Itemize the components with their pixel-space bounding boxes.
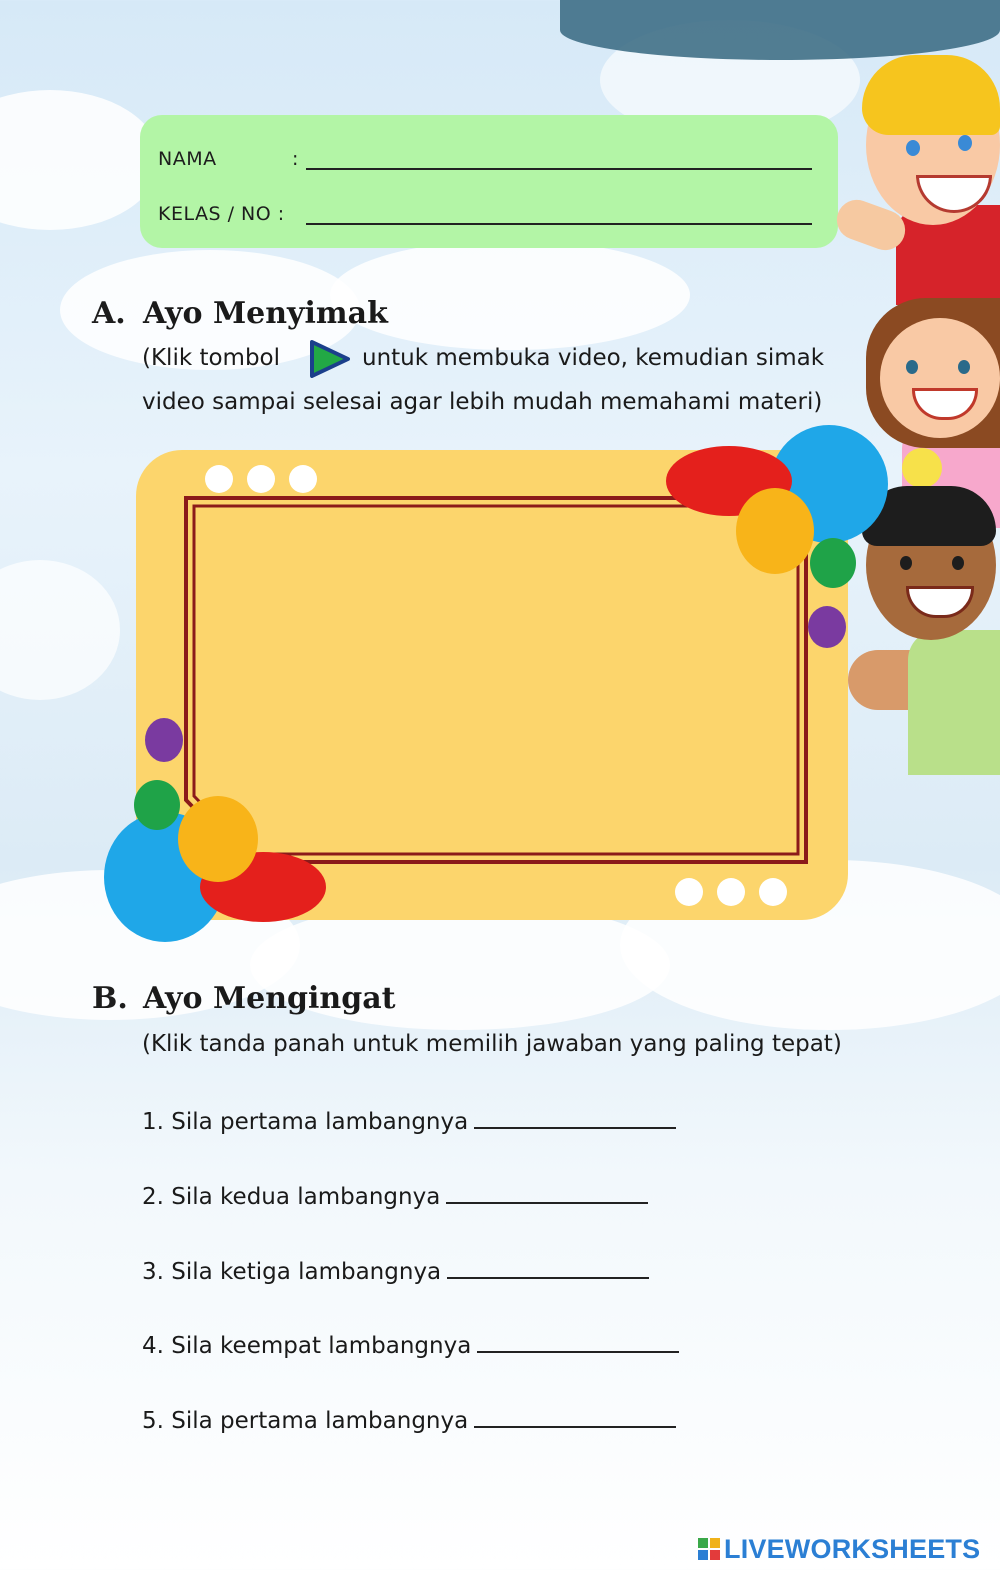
decor-dot xyxy=(675,878,703,906)
section-a-instr-1: (Klik tombol xyxy=(142,345,281,371)
question-text: 4. Sila keempat lambangnya xyxy=(142,1333,472,1359)
answer-dropdown-1[interactable] xyxy=(474,1105,676,1129)
kid-illustration-1 xyxy=(836,55,1000,305)
cloud xyxy=(330,240,690,350)
nama-label: NAMA xyxy=(158,148,217,170)
liveworksheets-logo xyxy=(698,1534,994,1564)
question-4 xyxy=(142,1329,679,1359)
decor-dot xyxy=(717,878,745,906)
cloud xyxy=(0,90,160,230)
section-a-letter: A. xyxy=(92,296,126,331)
decor-circle-green xyxy=(810,538,856,588)
answer-dropdown-4[interactable] xyxy=(477,1329,679,1353)
section-a-instr-3: video sampai selesai agar lebih mudah memahami materi) xyxy=(142,389,823,415)
question-text: 3. Sila ketiga lambangnya xyxy=(142,1259,442,1285)
dark-cloud-top xyxy=(560,0,1000,60)
logo-icon xyxy=(698,1538,720,1560)
decor-circle-green xyxy=(134,780,180,830)
section-b-instr: (Klik tanda panah untuk memilih jawaban yang paling tepat) xyxy=(142,1031,842,1057)
section-b-letter: B. xyxy=(92,981,128,1016)
section-b-title: Ayo Mengingat xyxy=(143,981,396,1016)
decor-circle-orange xyxy=(736,488,814,574)
decor-dot xyxy=(289,465,317,493)
play-icon[interactable] xyxy=(308,340,350,378)
nama-input[interactable] xyxy=(306,168,812,170)
question-3 xyxy=(142,1255,649,1285)
answer-dropdown-2[interactable] xyxy=(446,1180,648,1204)
brand-text: LIVEWORKSHEETS xyxy=(724,1533,981,1564)
section-a-instr-2: untuk membuka video, kemudian simak xyxy=(362,345,825,371)
question-2 xyxy=(142,1180,648,1210)
answer-dropdown-3[interactable] xyxy=(447,1255,649,1279)
decor-dot xyxy=(247,465,275,493)
question-text: 1. Sila pertama lambangnya xyxy=(142,1109,469,1135)
decor-circle-purple xyxy=(145,718,183,762)
question-text: 2. Sila kedua lambangnya xyxy=(142,1184,441,1210)
decor-circle-orange xyxy=(178,796,258,882)
answer-dropdown-5[interactable] xyxy=(474,1404,676,1428)
nama-colon: : xyxy=(292,148,299,170)
question-5 xyxy=(142,1404,676,1434)
question-text: 5. Sila pertama lambangnya xyxy=(142,1408,469,1434)
student-info-box xyxy=(140,115,838,248)
decor-dot xyxy=(759,878,787,906)
decor-circle-purple xyxy=(808,606,846,648)
section-a-title: Ayo Menyimak xyxy=(143,296,388,331)
kelas-input[interactable] xyxy=(306,223,812,225)
cloud xyxy=(0,560,120,700)
decor-dot xyxy=(205,465,233,493)
question-1 xyxy=(142,1105,676,1135)
kelas-label: KELAS / NO : xyxy=(158,203,285,225)
